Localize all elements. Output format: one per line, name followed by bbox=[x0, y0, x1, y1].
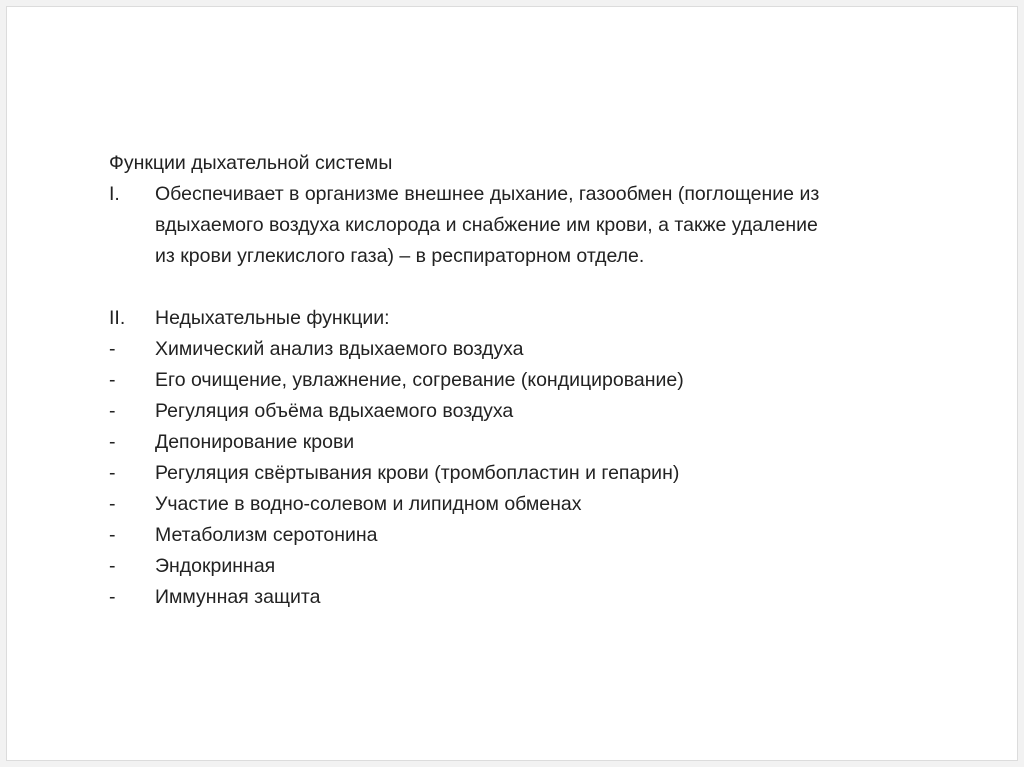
section-2-heading-row bbox=[109, 303, 949, 334]
list-item bbox=[109, 551, 949, 582]
list-item-text: Метаболизм серотонина bbox=[155, 524, 378, 546]
list-item-text: Участие в водно-солевом и липидном обменах bbox=[155, 493, 582, 515]
bullet-dash: - bbox=[109, 555, 116, 577]
list-item-text: Регуляция свёртывания крови (тромбопластин и гепарин) bbox=[155, 462, 680, 484]
list-item bbox=[109, 489, 949, 520]
list-item bbox=[109, 582, 949, 613]
section-1-text bbox=[155, 179, 949, 272]
section-1-line: Обеспечивает в организме внешнее дыхание, газообмен (поглощение из bbox=[155, 183, 820, 205]
list-item bbox=[109, 427, 949, 458]
slide-title: Функции дыхательной системы bbox=[109, 152, 393, 174]
list-item-text: Химический анализ вдыхаемого воздуха bbox=[155, 338, 524, 360]
list-item-text: Депонирование крови bbox=[155, 431, 355, 453]
list-item bbox=[109, 334, 949, 365]
list-item-text: Регуляция объёма вдыхаемого воздуха bbox=[155, 400, 514, 422]
bullet-dash: - bbox=[109, 400, 116, 422]
slide bbox=[6, 6, 1018, 761]
bullet-dash: - bbox=[109, 338, 116, 360]
list-item-text: Его очищение, увлажнение, согревание (кондицирование) bbox=[155, 369, 684, 391]
section-1-marker: I. bbox=[109, 183, 120, 205]
section-1 bbox=[109, 179, 949, 272]
slide-content bbox=[109, 148, 949, 613]
bullet-dash: - bbox=[109, 369, 116, 391]
section-1-line: вдыхаемого воздуха кислорода и снабжение им крови, а также удаление bbox=[155, 214, 818, 236]
spacer bbox=[109, 272, 949, 303]
bullet-dash: - bbox=[109, 524, 116, 546]
section-2-heading: Недыхательные функции: bbox=[155, 307, 390, 329]
list-item bbox=[109, 365, 949, 396]
bullet-dash: - bbox=[109, 493, 116, 515]
list-item bbox=[109, 396, 949, 427]
bullet-dash: - bbox=[109, 462, 116, 484]
section-1-line: из крови углекислого газа) – в респираторном отделе. bbox=[155, 245, 645, 267]
bullet-dash: - bbox=[109, 431, 116, 453]
section-2-marker: II. bbox=[109, 307, 126, 329]
list-item bbox=[109, 458, 949, 489]
list-item bbox=[109, 520, 949, 551]
list-item-text: Эндокринная bbox=[155, 555, 276, 577]
bullet-dash: - bbox=[109, 586, 116, 608]
list-item-text: Иммунная защита bbox=[155, 586, 321, 608]
